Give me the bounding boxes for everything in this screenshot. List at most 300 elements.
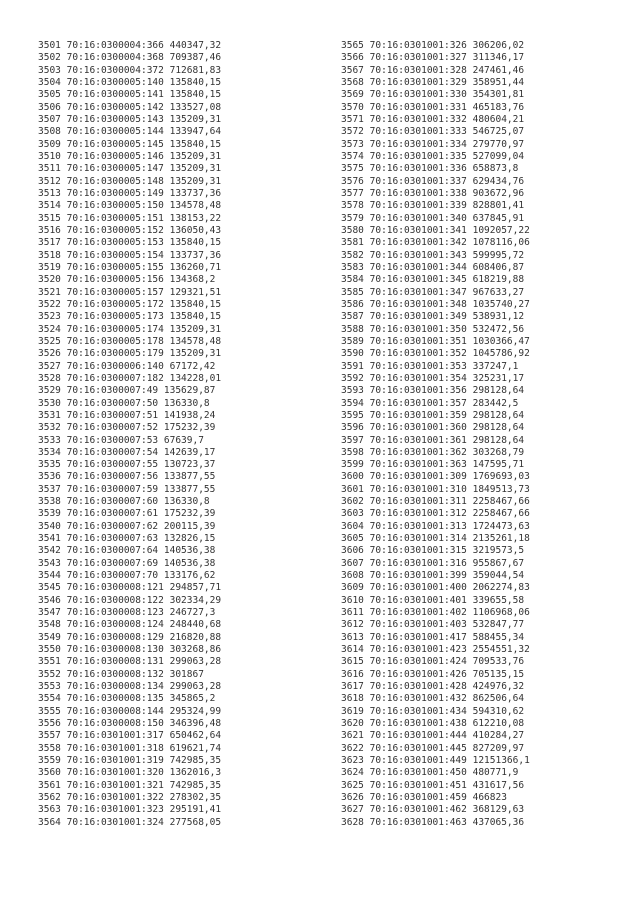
record-value: 299063,28 xyxy=(169,656,222,668)
record-row xyxy=(38,348,221,360)
record-row xyxy=(341,496,530,508)
record-key: 70:16:0300005:178 xyxy=(66,335,164,347)
record-value: 862506,64 xyxy=(472,693,525,705)
record-index: 3506 xyxy=(38,101,61,113)
record-key: 70:16:0301001:423 xyxy=(369,644,467,656)
record-key: 70:16:0300005:157 xyxy=(66,286,164,298)
record-value: 2135261,18 xyxy=(472,533,530,545)
record-value: 828801,41 xyxy=(472,200,525,212)
record-key: 70:16:0301001:329 xyxy=(369,76,467,88)
record-value: 135209,31 xyxy=(169,323,222,335)
record-key: 70:16:0301001:347 xyxy=(369,286,467,298)
record-key: 70:16:0300008:135 xyxy=(66,693,164,705)
record-index: 3528 xyxy=(38,372,61,384)
record-index: 3592 xyxy=(341,372,364,384)
record-value: 134578,48 xyxy=(169,200,222,212)
record-index: 3564 xyxy=(38,816,61,828)
record-value: 306206,02 xyxy=(472,40,525,51)
record-row xyxy=(341,262,530,274)
record-key: 70:16:0301001:316 xyxy=(369,557,467,569)
record-index: 3546 xyxy=(38,594,61,606)
record-value: 358951,44 xyxy=(472,76,525,88)
record-value: 466823 xyxy=(472,792,507,804)
record-value: 216820,88 xyxy=(169,631,222,643)
record-index: 3551 xyxy=(38,656,61,668)
record-value: 1092057,22 xyxy=(472,224,530,236)
record-value: 140536,38 xyxy=(163,545,216,557)
record-value: 311346,17 xyxy=(472,52,525,64)
record-key: 70:16:0301001:356 xyxy=(369,385,467,397)
left-record-column xyxy=(38,40,221,829)
record-index: 3616 xyxy=(341,668,364,680)
record-value: 136260,71 xyxy=(169,261,222,273)
record-row xyxy=(341,176,530,188)
record-key: 70:16:0300007:61 xyxy=(66,508,159,520)
record-value: 135209,31 xyxy=(169,150,222,162)
record-row xyxy=(38,385,221,397)
record-index: 3541 xyxy=(38,533,61,545)
record-key: 70:16:0300008:130 xyxy=(66,644,164,656)
record-value: 527099,04 xyxy=(472,150,525,162)
record-row xyxy=(341,410,530,422)
record-key: 70:16:0301001:322 xyxy=(66,792,164,804)
record-key: 70:16:0301001:332 xyxy=(369,113,467,125)
record-row xyxy=(38,65,221,77)
record-value: 295324,99 xyxy=(169,705,222,717)
record-row xyxy=(38,250,221,262)
record-row xyxy=(341,348,530,360)
record-value: 129321,51 xyxy=(169,286,222,298)
record-key: 70:16:0301001:340 xyxy=(369,212,467,224)
record-value: 147595,71 xyxy=(472,459,525,471)
record-value: 532847,77 xyxy=(472,619,525,631)
record-value: 658873,8 xyxy=(472,163,519,175)
record-value: 133527,08 xyxy=(169,101,222,113)
record-key: 70:16:0301001:319 xyxy=(66,755,164,767)
record-key: 70:16:0301001:361 xyxy=(369,434,467,446)
record-index: 3531 xyxy=(38,409,61,421)
record-value: 303268,79 xyxy=(472,446,525,458)
record-value: 2258467,66 xyxy=(472,508,530,520)
record-value: 359044,54 xyxy=(472,570,525,582)
record-row xyxy=(38,361,221,373)
record-key: 70:16:0301001:360 xyxy=(369,422,467,434)
record-value: 424976,32 xyxy=(472,681,525,693)
record-index: 3587 xyxy=(341,311,364,323)
record-row xyxy=(341,755,530,767)
record-value: 135840,15 xyxy=(169,76,222,88)
record-index: 3607 xyxy=(341,557,364,569)
record-value: 2258467,66 xyxy=(472,496,530,508)
record-key: 70:16:0301001:445 xyxy=(369,742,467,754)
record-index: 3520 xyxy=(38,274,61,286)
record-index: 3591 xyxy=(341,360,364,372)
record-index: 3559 xyxy=(38,755,61,767)
record-index: 3529 xyxy=(38,385,61,397)
record-key: 70:16:0301001:314 xyxy=(369,533,467,545)
record-index: 3509 xyxy=(38,138,61,150)
record-key: 70:16:0301001:321 xyxy=(66,779,164,791)
record-value: 175232,39 xyxy=(163,508,216,520)
record-index: 3620 xyxy=(341,718,364,730)
record-index: 3527 xyxy=(38,360,61,372)
record-index: 3562 xyxy=(38,792,61,804)
record-key: 70:16:0300008:129 xyxy=(66,631,164,643)
record-value: 410284,27 xyxy=(472,730,525,742)
record-row xyxy=(38,200,221,212)
record-row xyxy=(341,804,530,816)
record-key: 70:16:0301001:428 xyxy=(369,681,467,693)
record-key: 70:16:0301001:320 xyxy=(66,767,164,779)
record-index: 3557 xyxy=(38,730,61,742)
record-key: 70:16:0301001:311 xyxy=(369,496,467,508)
record-row xyxy=(341,274,530,286)
record-row xyxy=(38,459,221,471)
record-value: 345865,2 xyxy=(169,693,216,705)
record-key: 70:16:0301001:444 xyxy=(369,730,467,742)
record-value: 133176,62 xyxy=(163,570,216,582)
record-row xyxy=(38,743,221,755)
record-index: 3626 xyxy=(341,792,364,804)
record-value: 246727,3 xyxy=(169,607,216,619)
record-key: 70:16:0300005:145 xyxy=(66,138,164,150)
record-key: 70:16:0301001:324 xyxy=(66,816,164,828)
record-index: 3618 xyxy=(341,693,364,705)
record-row xyxy=(38,533,221,545)
record-index: 3526 xyxy=(38,348,61,360)
record-row xyxy=(341,484,530,496)
record-row xyxy=(341,225,530,237)
record-key: 70:16:0301001:353 xyxy=(369,360,467,372)
record-key: 70:16:0301001:352 xyxy=(369,348,467,360)
record-key: 70:16:0301001:426 xyxy=(369,668,467,680)
record-value: 298128,64 xyxy=(472,385,525,397)
record-value: 1078116,06 xyxy=(472,237,530,249)
record-key: 70:16:0300007:59 xyxy=(66,483,159,495)
record-index: 3588 xyxy=(341,323,364,335)
record-key: 70:16:0301001:336 xyxy=(369,163,467,175)
record-index: 3530 xyxy=(38,397,61,409)
record-value: 599995,72 xyxy=(472,249,525,261)
record-index: 3628 xyxy=(341,816,364,828)
record-key: 70:16:0300004:368 xyxy=(66,52,164,64)
record-key: 70:16:0301001:335 xyxy=(369,150,467,162)
record-index: 3542 xyxy=(38,545,61,557)
record-value: 135840,15 xyxy=(169,138,222,150)
record-row xyxy=(38,77,221,89)
record-row xyxy=(341,237,530,249)
record-index: 3553 xyxy=(38,681,61,693)
record-row xyxy=(38,681,221,693)
record-value: 368129,63 xyxy=(472,804,525,816)
record-row xyxy=(38,767,221,779)
record-value: 175232,39 xyxy=(163,422,216,434)
record-index: 3613 xyxy=(341,631,364,643)
record-row xyxy=(341,693,530,705)
record-row xyxy=(341,570,530,582)
record-value: 827209,97 xyxy=(472,742,525,754)
record-row xyxy=(341,447,530,459)
record-key: 70:16:0300005:146 xyxy=(66,150,164,162)
record-index: 3572 xyxy=(341,126,364,138)
record-key: 70:16:0300004:372 xyxy=(66,64,164,76)
record-key: 70:16:0300007:56 xyxy=(66,471,159,483)
record-row xyxy=(38,582,221,594)
record-key: 70:16:0301001:350 xyxy=(369,323,467,335)
record-row xyxy=(38,176,221,188)
record-row xyxy=(341,533,530,545)
record-value: 712681,83 xyxy=(169,64,222,76)
record-value: 1035740,27 xyxy=(472,298,530,310)
record-row xyxy=(38,52,221,64)
record-row xyxy=(341,299,530,311)
record-key: 70:16:0301001:351 xyxy=(369,335,467,347)
record-index: 3511 xyxy=(38,163,61,175)
record-key: 70:16:0301001:434 xyxy=(369,705,467,717)
record-index: 3586 xyxy=(341,298,364,310)
record-row xyxy=(38,435,221,447)
record-value: 354301,81 xyxy=(472,89,525,101)
record-index: 3576 xyxy=(341,175,364,187)
record-row xyxy=(38,595,221,607)
record-index: 3510 xyxy=(38,150,61,162)
record-value: 339655,58 xyxy=(472,594,525,606)
record-row xyxy=(341,545,530,557)
record-key: 70:16:0301001:363 xyxy=(369,459,467,471)
record-key: 70:16:0301001:354 xyxy=(369,372,467,384)
record-index: 3533 xyxy=(38,434,61,446)
record-key: 70:16:0300007:54 xyxy=(66,446,159,458)
record-value: 303268,86 xyxy=(169,644,222,656)
record-key: 70:16:0301001:450 xyxy=(369,767,467,779)
record-key: 70:16:0301001:401 xyxy=(369,594,467,606)
record-value: 3219573,5 xyxy=(472,545,525,557)
record-index: 3525 xyxy=(38,335,61,347)
record-index: 3581 xyxy=(341,237,364,249)
record-index: 3513 xyxy=(38,187,61,199)
record-row xyxy=(341,163,530,175)
record-value: 135209,31 xyxy=(169,348,222,360)
record-index: 3599 xyxy=(341,459,364,471)
record-index: 3617 xyxy=(341,681,364,693)
record-key: 70:16:0301001:317 xyxy=(66,730,164,742)
record-value: 903672,96 xyxy=(472,187,525,199)
record-value: 135209,31 xyxy=(169,175,222,187)
record-key: 70:16:0300007:182 xyxy=(66,372,164,384)
record-row xyxy=(341,200,530,212)
record-row xyxy=(341,656,530,668)
record-index: 3539 xyxy=(38,508,61,520)
record-value: 629434,76 xyxy=(472,175,525,187)
record-value: 136330,8 xyxy=(163,496,210,508)
record-key: 70:16:0300008:150 xyxy=(66,718,164,730)
record-value: 538931,12 xyxy=(472,311,525,323)
record-row xyxy=(341,114,530,126)
record-row xyxy=(38,619,221,631)
record-index: 3593 xyxy=(341,385,364,397)
record-key: 70:16:0301001:309 xyxy=(369,471,467,483)
record-index: 3584 xyxy=(341,274,364,286)
record-index: 3624 xyxy=(341,767,364,779)
record-index: 3579 xyxy=(341,212,364,224)
record-row xyxy=(341,681,530,693)
record-value: 2062274,83 xyxy=(472,582,530,594)
record-key: 70:16:0301001:313 xyxy=(369,520,467,532)
record-key: 70:16:0301001:337 xyxy=(369,175,467,187)
record-row xyxy=(341,422,530,434)
record-key: 70:16:0300005:147 xyxy=(66,163,164,175)
record-index: 3589 xyxy=(341,335,364,347)
record-value: 278302,35 xyxy=(169,792,222,804)
record-row xyxy=(341,151,530,163)
record-row xyxy=(341,52,530,64)
record-index: 3537 xyxy=(38,483,61,495)
record-index: 3598 xyxy=(341,446,364,458)
record-key: 70:16:0300007:64 xyxy=(66,545,159,557)
record-key: 70:16:0301001:333 xyxy=(369,126,467,138)
record-key: 70:16:0300005:151 xyxy=(66,212,164,224)
record-index: 3563 xyxy=(38,804,61,816)
record-row xyxy=(341,607,530,619)
record-row xyxy=(341,508,530,520)
record-index: 3561 xyxy=(38,779,61,791)
record-index: 3507 xyxy=(38,113,61,125)
record-key: 70:16:0300005:179 xyxy=(66,348,164,360)
record-row xyxy=(38,484,221,496)
record-key: 70:16:0301001:315 xyxy=(369,545,467,557)
record-index: 3566 xyxy=(341,52,364,64)
record-row xyxy=(341,582,530,594)
record-row xyxy=(38,792,221,804)
record-value: 134228,01 xyxy=(169,372,222,384)
record-row xyxy=(38,422,221,434)
record-row xyxy=(341,718,530,730)
record-value: 200115,39 xyxy=(163,520,216,532)
record-index: 3590 xyxy=(341,348,364,360)
record-value: 480604,21 xyxy=(472,113,525,125)
record-value: 138153,22 xyxy=(169,212,222,224)
record-row xyxy=(341,669,530,681)
record-key: 70:16:0300007:55 xyxy=(66,459,159,471)
record-key: 70:16:0300008:144 xyxy=(66,705,164,717)
record-index: 3501 xyxy=(38,40,61,51)
record-row xyxy=(38,730,221,742)
record-value: 619621,74 xyxy=(169,742,222,754)
record-row xyxy=(38,570,221,582)
record-index: 3502 xyxy=(38,52,61,64)
record-row xyxy=(341,65,530,77)
record-key: 70:16:0300007:52 xyxy=(66,422,159,434)
record-value: 135840,15 xyxy=(169,298,222,310)
record-row xyxy=(38,508,221,520)
record-value: 133877,55 xyxy=(163,483,216,495)
record-index: 3619 xyxy=(341,705,364,717)
record-value: 135209,31 xyxy=(169,163,222,175)
record-value: 141938,24 xyxy=(163,409,216,421)
record-index: 3570 xyxy=(341,101,364,113)
record-row xyxy=(38,558,221,570)
record-value: 132826,15 xyxy=(163,533,216,545)
record-row xyxy=(341,459,530,471)
record-index: 3611 xyxy=(341,607,364,619)
record-value: 135840,15 xyxy=(169,311,222,323)
record-index: 3608 xyxy=(341,570,364,582)
record-key: 70:16:0300007:62 xyxy=(66,520,159,532)
record-index: 3512 xyxy=(38,175,61,187)
record-row xyxy=(38,669,221,681)
record-value: 136050,43 xyxy=(169,224,222,236)
record-row xyxy=(341,521,530,533)
record-key: 70:16:0301001:357 xyxy=(369,397,467,409)
record-key: 70:16:0301001:331 xyxy=(369,101,467,113)
record-row xyxy=(341,398,530,410)
record-row xyxy=(38,693,221,705)
record-value: 277568,05 xyxy=(169,816,222,828)
record-value: 742985,35 xyxy=(169,779,222,791)
record-row xyxy=(341,385,530,397)
record-key: 70:16:0300005:153 xyxy=(66,237,164,249)
record-index: 3548 xyxy=(38,619,61,631)
record-index: 3504 xyxy=(38,76,61,88)
record-value: 437065,36 xyxy=(472,816,525,828)
record-index: 3596 xyxy=(341,422,364,434)
record-index: 3594 xyxy=(341,397,364,409)
record-row xyxy=(341,780,530,792)
record-value: 1362016,3 xyxy=(169,767,222,779)
record-index: 3621 xyxy=(341,730,364,742)
record-index: 3600 xyxy=(341,471,364,483)
record-key: 70:16:0301001:326 xyxy=(369,40,467,51)
record-row xyxy=(341,595,530,607)
record-index: 3604 xyxy=(341,520,364,532)
record-index: 3515 xyxy=(38,212,61,224)
record-value: 955867,67 xyxy=(472,557,525,569)
record-row xyxy=(341,139,530,151)
record-index: 3605 xyxy=(341,533,364,545)
record-row xyxy=(341,250,530,262)
record-index: 3514 xyxy=(38,200,61,212)
record-index: 3583 xyxy=(341,261,364,273)
record-value: 247461,46 xyxy=(472,64,525,76)
record-index: 3532 xyxy=(38,422,61,434)
record-value: 134368,2 xyxy=(169,274,216,286)
record-key: 70:16:0301001:330 xyxy=(369,89,467,101)
record-row xyxy=(38,817,221,829)
record-row xyxy=(38,324,221,336)
record-index: 3597 xyxy=(341,434,364,446)
record-row xyxy=(38,706,221,718)
record-key: 70:16:0301001:327 xyxy=(369,52,467,64)
record-index: 3543 xyxy=(38,557,61,569)
record-value: 133877,55 xyxy=(163,471,216,483)
record-row xyxy=(38,780,221,792)
record-row xyxy=(341,730,530,742)
record-value: 337247,1 xyxy=(472,360,519,372)
record-index: 3544 xyxy=(38,570,61,582)
record-key: 70:16:0301001:310 xyxy=(369,483,467,495)
record-key: 70:16:0300008:123 xyxy=(66,607,164,619)
record-value: 588455,34 xyxy=(472,631,525,643)
record-key: 70:16:0301001:402 xyxy=(369,607,467,619)
record-index: 3519 xyxy=(38,261,61,273)
record-key: 70:16:0301001:417 xyxy=(369,631,467,643)
record-row xyxy=(341,632,530,644)
record-value: 298128,64 xyxy=(472,434,525,446)
record-value: 142639,17 xyxy=(163,446,216,458)
record-key: 70:16:0300005:143 xyxy=(66,113,164,125)
record-row xyxy=(38,804,221,816)
record-key: 70:16:0300007:60 xyxy=(66,496,159,508)
